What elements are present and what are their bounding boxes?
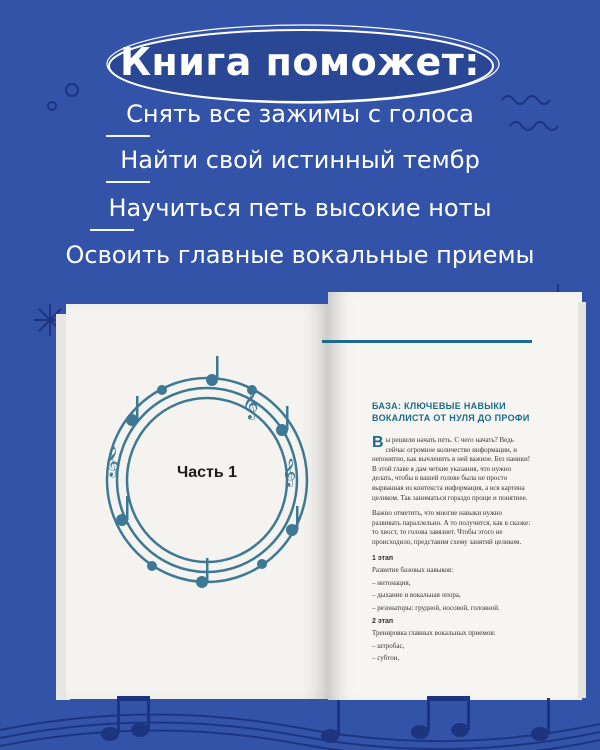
chapter-rule	[322, 340, 532, 343]
benefit-item: Снять все зажимы с голоса	[126, 100, 474, 128]
stage-label: 2 этап	[372, 617, 394, 625]
chapter-body	[372, 436, 532, 667]
list-item: – штробас,	[372, 641, 405, 650]
stage-intro: Развитие базовых навыков:	[372, 566, 454, 575]
chapter-title: БАЗА: КЛЮЧЕВЫЕ НАВЫКИ ВОКАЛИСТА ОТ НУЛЯ ДО ПРОФИ	[372, 401, 530, 423]
list-item: – интонация,	[372, 578, 411, 587]
treble-clef-icon: 𝄞	[242, 386, 259, 419]
underline-divider	[106, 135, 150, 137]
paragraph: Вы решили начать петь. С чего начать? Ведь сейчас огромное количество информации, и непонятно, как вычленить в ней важное. Без паники! В этой главе я дам четкие указания, что нужно делать, чтобы в вашей голове была не просто вырванная из контекста информация, а вся картина целиком. Так заниматься гораздо проще и понятнее.	[372, 434, 531, 502]
list-item: – субтон,	[372, 654, 400, 663]
list-item: – резонаторы: грудной, носовой, головной.	[372, 603, 500, 612]
paragraph: Важно отметить, что многие навыки нужно развивать параллельно. А то получится, как в сказке: то хвост, то голова завязнет. Чтобы этого не происходило, представим схему занятий целиком.	[372, 509, 531, 546]
promo-title: Книга поможет:	[119, 40, 480, 84]
benefit-item: Освоить главные вокальные приемы	[65, 241, 535, 269]
music-note-icon	[0, 690, 600, 750]
benefit-item: Найти свой истинный тембр	[120, 146, 480, 174]
treble-clef-icon: 𝄞	[104, 447, 120, 477]
benefit-item: Научиться петь высокие ноты	[108, 194, 492, 222]
underline-divider	[106, 181, 150, 183]
underline-divider	[90, 229, 134, 231]
page-stack-right	[578, 302, 586, 698]
dropcap: В	[372, 434, 384, 451]
stage-label: 1 этап	[372, 554, 394, 562]
treble-clef-icon: 𝄞	[282, 458, 297, 486]
list-item: – дыхание и вокальная опора,	[372, 591, 461, 600]
stage-intro: Тренировка главных вокальных приемов:	[372, 629, 496, 638]
part-label: Часть 1	[176, 464, 238, 481]
